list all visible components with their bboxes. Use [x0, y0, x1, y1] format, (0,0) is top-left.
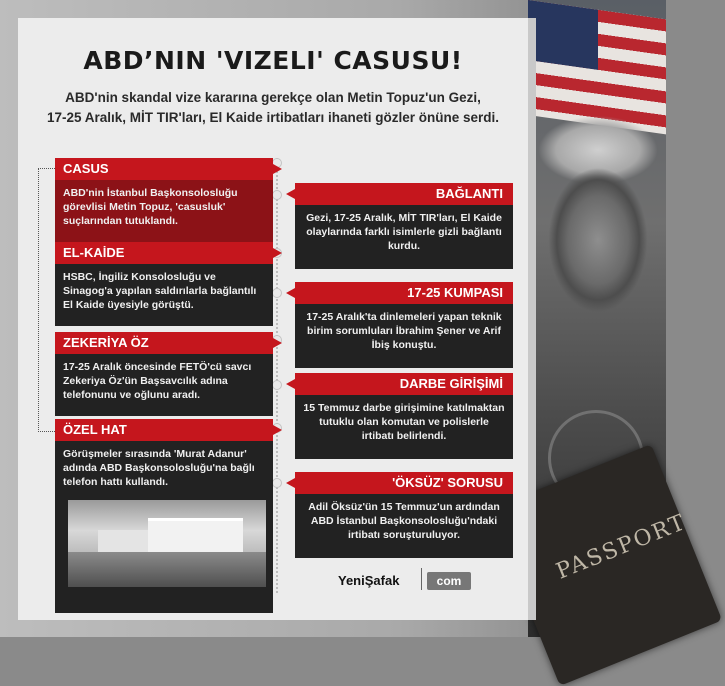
card-text: Adil Öksüz'ün 15 Temmuz'un ardından ABD İstanbul Başkonsolosluğu'ndaki irtibatı soruşturuluyor.: [295, 494, 513, 558]
timeline-dot: [272, 380, 282, 390]
timeline-dot: [272, 288, 282, 298]
card-title: DARBE GİRİŞİMİ: [295, 373, 513, 395]
card-17-25-kumpasi: [295, 282, 513, 368]
card-zekeriya-oz: [55, 332, 273, 416]
timeline-line: [276, 158, 278, 593]
page-title: ABD’NIN 'VIZELI' CASUSU!: [83, 46, 463, 75]
card-title: CASUS: [55, 158, 273, 180]
logo-com-badge: com: [427, 572, 471, 590]
card-text: 17-25 Aralık öncesinde FETÖ'cü savcı Zekeriya Öz'ün Başsavcılık adına telefonunu ve oğlunu aradı.: [55, 354, 273, 416]
card-title: ÖZEL HAT: [55, 419, 273, 441]
card-title: EL-KAİDE: [55, 242, 273, 264]
card-casus: [55, 158, 273, 242]
card-title: ZEKERİYA ÖZ: [55, 332, 273, 354]
card-title: 17-25 KUMPASI: [295, 282, 513, 304]
card-text: 17-25 Aralık'ta dinlemeleri yapan teknik birim sorumluları İbrahim Şener ve Arif İbiş konuştu.: [295, 304, 513, 368]
card-text: HSBC, İngiliz Konsolosluğu ve Sinagog'a yapılan saldırılarla bağlantılı El Kaide üyesiyle görüştü.: [55, 264, 273, 326]
card-text: Görüşmeler sırasında 'Murat Adanur' adında ABD Başkonsolosluğu'na bağlı telefon hattı kullandı.: [55, 441, 273, 613]
card-text: Gezi, 17-25 Aralık, MİT TIR'ları, El Kaide olaylarında farklı isimlerle gizli bağlantı kurdu.: [295, 205, 513, 269]
card-darbe-girisimi: [295, 373, 513, 459]
portrait-image: [528, 110, 666, 360]
card-baglanti: [295, 183, 513, 269]
timeline-dot: [272, 478, 282, 488]
card-text: ABD'nin İstanbul Başkonsolosluğu görevlisi Metin Topuz, 'casusluk' suçlarından tutuklandı.: [55, 180, 273, 242]
card-title: BAĞLANTI: [295, 183, 513, 205]
card-el-kaide: [55, 242, 273, 326]
page-subtitle: ABD'nin skandal vize kararına gerekçe olan Metin Topuz'un Gezi, 17-25 Aralık, MİT TIR'ları, El Kaide irtibatları ihaneti gözler önüne serdi.: [46, 90, 500, 125]
background-photo: [528, 0, 691, 637]
yenisafak-logo: YeniŞafak: [338, 573, 400, 588]
card-text: 15 Temmuz darbe girişimine katılmaktan tutuklu olan komutan ve polislerle irtibatı belirlendi.: [295, 395, 513, 459]
consulate-building-photo: [68, 500, 266, 587]
timeline-dot: [272, 190, 282, 200]
card-oksuz-sorusu: [295, 472, 513, 558]
passport-label: PASSPORT: [552, 509, 691, 585]
card-title: 'ÖKSÜZ' SORUSU: [295, 472, 513, 494]
